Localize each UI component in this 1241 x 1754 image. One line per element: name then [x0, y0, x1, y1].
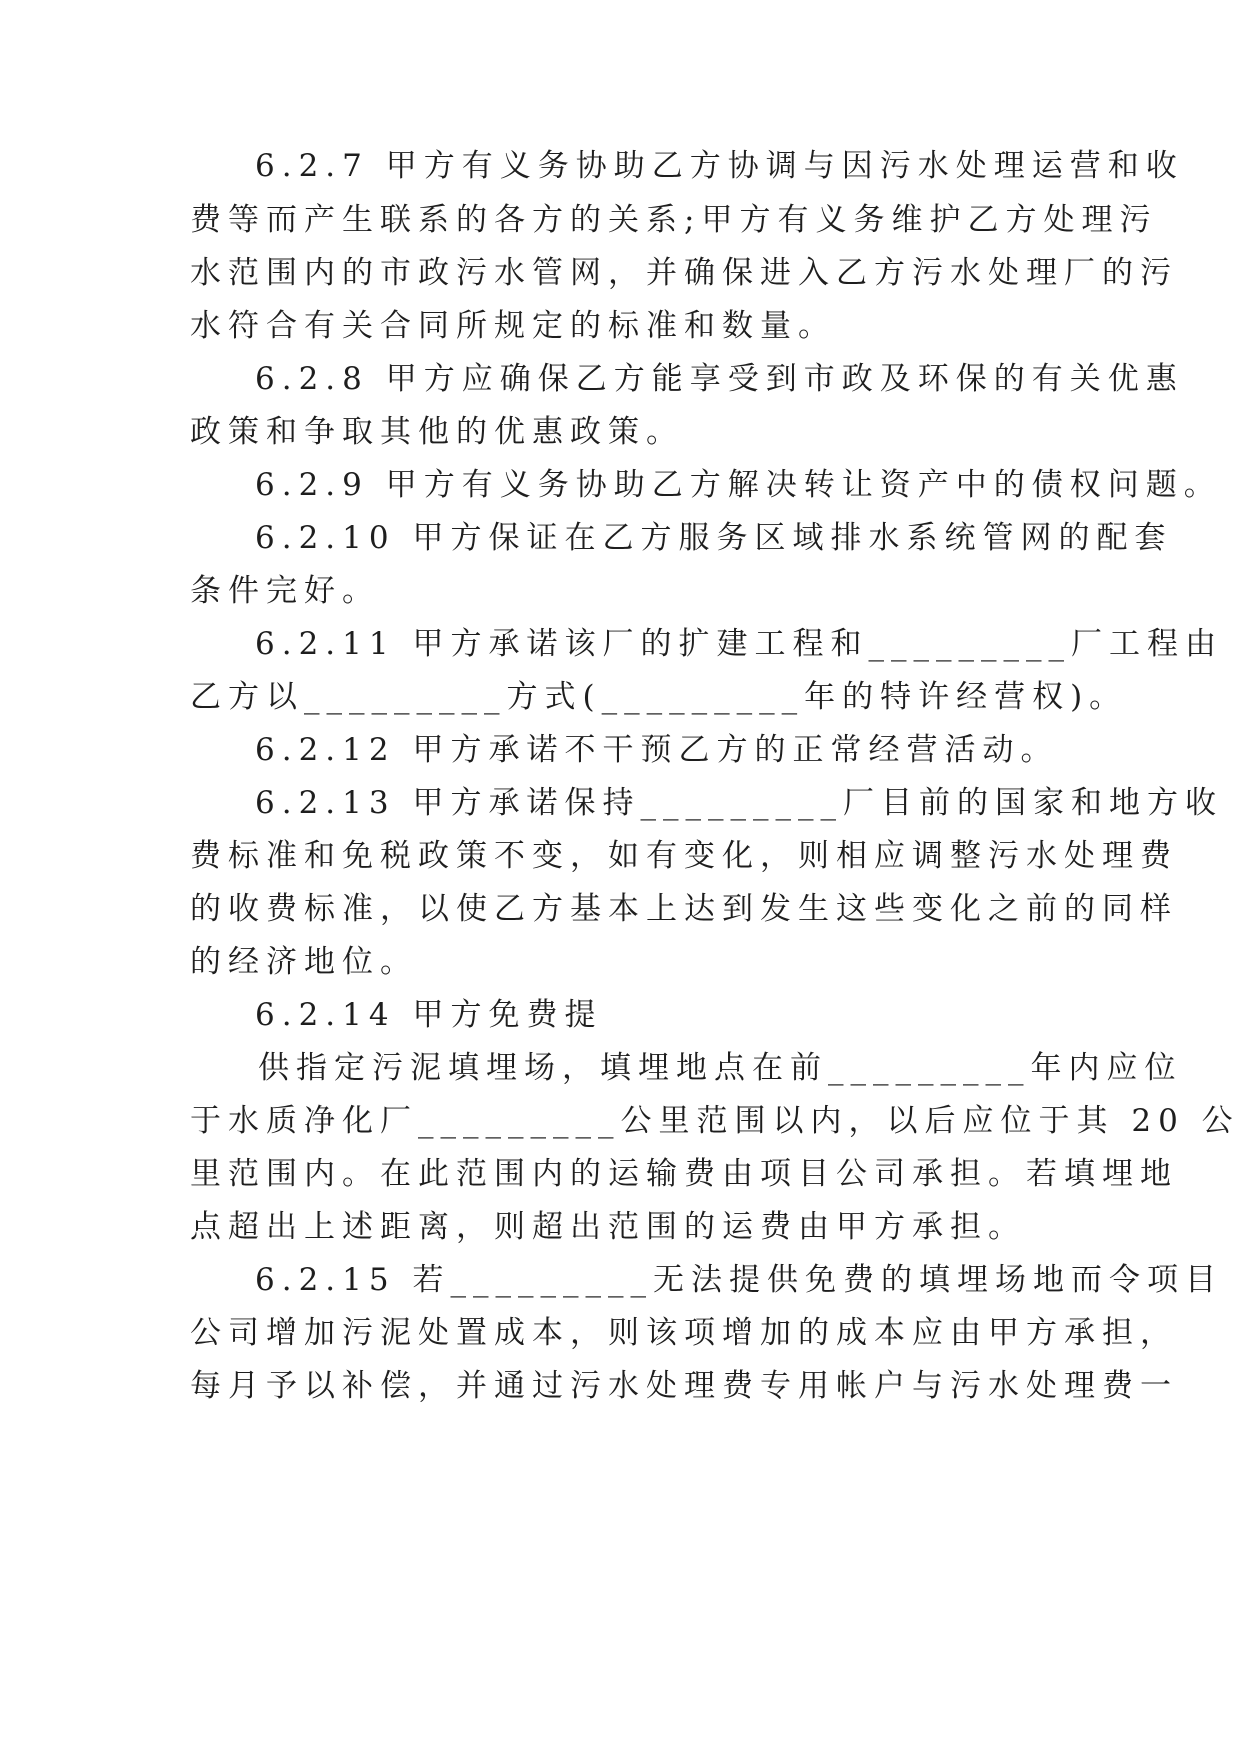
clause-6-2-13-line-3: 的收费标准，以使乙方基本上达到发生这些变化之前的同样 — [190, 891, 1178, 927]
clause-6-2-8-line-2: 政策和争取其他的优惠政策。 — [190, 414, 684, 450]
clause-6-2-7-line-1: 6.2.7 甲方有义务协助乙方协调与因污水处理运营和收 — [255, 148, 1184, 184]
clause-6-2-14-line-5: 点超出上述距离，则超出范围的运费由甲方承担。 — [190, 1209, 1026, 1245]
clause-6-2-15-line-2: 公司增加污泥处置成本，则该项增加的成本应由甲方承担， — [190, 1315, 1178, 1351]
clause-6-2-14-line-4: 里范围内。在此范围内的运输费由项目公司承担。若填埋地 — [190, 1156, 1178, 1192]
clause-6-2-12-line-1: 6.2.12 甲方承诺不干预乙方的正常经营活动。 — [255, 732, 1059, 768]
clause-6-2-7-line-3: 水范围内的市政污水管网，并确保进入乙方污水处理厂的污 — [190, 255, 1178, 291]
clause-6-2-14-line-1: 6.2.14 甲方免费提 — [255, 997, 603, 1033]
clause-6-2-11-line-1: 6.2.11 甲方承诺该厂的扩建工程和_________厂工程由 — [255, 626, 1223, 662]
clause-6-2-9-line-1: 6.2.9 甲方有义务协助乙方解决转让资产中的债权问题。 — [255, 467, 1222, 503]
clause-6-2-15-line-3: 每月予以补偿，并通过污水处理费专用帐户与污水处理费一 — [190, 1368, 1178, 1404]
clause-6-2-7-line-4: 水符合有关合同所规定的标准和数量。 — [190, 308, 836, 344]
clause-6-2-10-line-1: 6.2.10 甲方保证在乙方服务区域排水系统管网的配套 — [255, 520, 1173, 556]
clause-6-2-10-line-2: 条件完好。 — [190, 573, 380, 609]
clause-6-2-7-line-2: 费等而产生联系的各方的关系;甲方有义务维护乙方处理污 — [190, 202, 1158, 238]
clause-6-2-8-line-1: 6.2.8 甲方应确保乙方能享受到市政及环保的有关优惠 — [255, 361, 1184, 397]
clause-6-2-13-line-1: 6.2.13 甲方承诺保持_________厂目前的国家和地方收 — [255, 785, 1223, 821]
clause-6-2-13-line-4: 的经济地位。 — [190, 944, 418, 980]
clause-6-2-13-line-2: 费标准和免税政策不变，如有变化，则相应调整污水处理费 — [190, 838, 1178, 874]
clause-6-2-11-line-2: 乙方以_________方式(_________年的特许经营权)。 — [190, 679, 1128, 715]
clause-6-2-14-line-3: 于水质净化厂_________公里范围以内，以后应位于其 20 公 — [190, 1103, 1240, 1139]
clause-6-2-15-line-1: 6.2.15 若_________无法提供免费的填埋场地而令项目 — [255, 1262, 1223, 1298]
clause-6-2-14-line-2: 供指定污泥填埋场，填埋地点在前_________年内应位 — [258, 1050, 1183, 1086]
